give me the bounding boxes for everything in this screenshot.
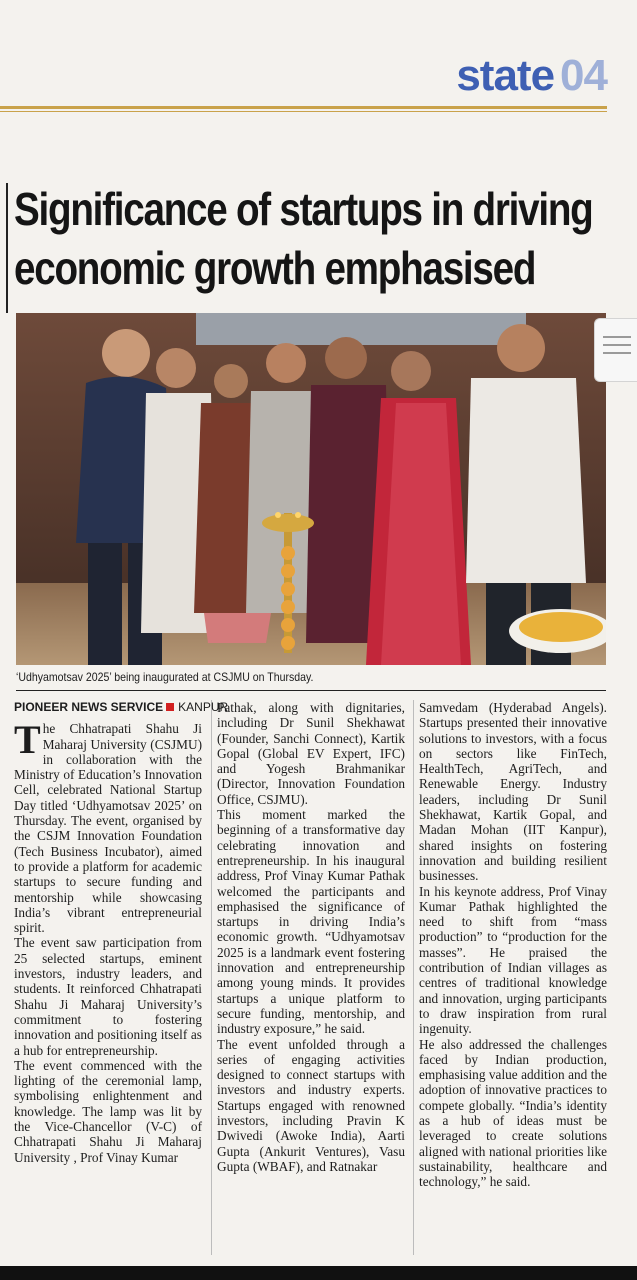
photo-caption: ‘Udhyamotsav 2025’ being inaugurated at CSJMU on Thursday. [16,670,314,684]
caption-rule [16,690,606,691]
paragraph: The event unfolded through a series of engaging activities designed to connect startups with investors and industry experts. Startups engaged with renowned investors, including Pravin K Dwivedi (Awoke India), Aarti Gupta (Ankurit Ventures), Vasu Gupta (WBAF), and Ratnakar [217,1036,405,1174]
next-article-strip [0,1266,637,1280]
paragraph: The Chhatrapati Shahu Ji Maharaj University (CSJMU) in collaboration with the Ministry of Education’s Innovation Cell, celebrated National Startup Day titled ‘Udhyamotsav 2025’ on Thursday. The event, organised by the CSJM Innovation Foundation (Tech Business Incubator), aimed to provide a platform for academic startups to secure funding and mentorship while showcasing India’s vibrant entrepreneurial spirit. [14,717,202,936]
paragraph: In his keynote address, Prof Vinay Kumar Pathak highlighted the need to shift from “mass production” to “production for the masses”. He praised the contribution of Indian villages as centres of traditional knowledge and innovation, urging participants to draw inspiration from rural ingenuity. [419,883,607,1037]
scroll-menu-tab[interactable] [594,318,637,382]
headline-side-bar [6,183,8,313]
article-column-1 [14,700,229,1165]
paragraph: This moment marked the beginning of a transformative day celebrating innovation and entrepreneurship. In his inaugural address, Prof Vinay Kumar Pathak welcomed the participants and emphasised the significance of startups in driving India’s economic growth. “Udhyamotsav 2025 is a landmark event fostering innovation and entrepreneurship among young minds. It provides startups a unique platform to secure funding, mentorship, and industry exposure,” he said. [217,807,405,1037]
section-header [456,52,607,100]
photo-illustration [16,313,606,665]
byline-agency: PIONEER NEWS SERVICE [14,700,164,714]
byline-square-icon [166,703,174,711]
menu-icon [595,319,637,354]
header-rule-thin [0,111,607,112]
header-rule [0,106,607,109]
headline-line-2: economic growth emphasised [14,242,536,294]
article-column-3 [419,700,607,1190]
byline-city: KANPUR [178,700,229,714]
drop-cap: T [14,717,41,763]
byline [14,700,229,715]
paragraph: The event saw participation from 25 selected startups, eminent investors, industry leaders, and students. It reinforced Chhatrapati Shahu Ji Maharaj University’s commitment to fostering innovation and positioning itself as a hub for entrepreneurship. [14,935,202,1058]
paragraph: Pathak, along with dignitaries, including Dr Sunil Shekhawat (Founder, Sanchi Connect), Kartik Gopal (Global EV Expert, IFC) and Yogesh Brahmanikar (Director, Innovation Foundation Office, CSJMU). [217,700,405,807]
paragraph: Samvedam (Hyderabad Angels). Startups presented their innovative solutions to investors, with a focus on sectors like FinTech, HealthTech, AgriTech, and Renewable Energy. Industry leaders, including Dr Sunil Shekhawat, Kartik Gopal, and Madan Mohan (IIT Kanpur), shared insights on fostering innovation and building resilient businesses. [419,700,607,884]
paragraph: He also addressed the challenges faced by Indian production, emphasising value addition and the adoption of innovative practices to compete globally. “India’s identity as a hub of ideas must be leveraged to create solutions aligned with national priorities like sustainability, healthcare and technology,” he said. [419,1036,607,1190]
article-body [14,700,608,1260]
section-name: state [456,51,555,100]
headline-line-1: Significance of startups in driving [14,183,593,235]
headline [14,180,610,298]
paragraph: The event commenced with the lighting of the ceremonial lamp, symbolising enlightenment and knowledge. The lamp was lit by the Vice-Chancellor (V-C) of Chhatrapati Shahu Ji Maharaj University , Prof Vinay Kumar [14,1057,202,1165]
page-number: 04 [560,51,607,100]
article-column-2 [217,700,405,1174]
article-photo [16,313,606,665]
